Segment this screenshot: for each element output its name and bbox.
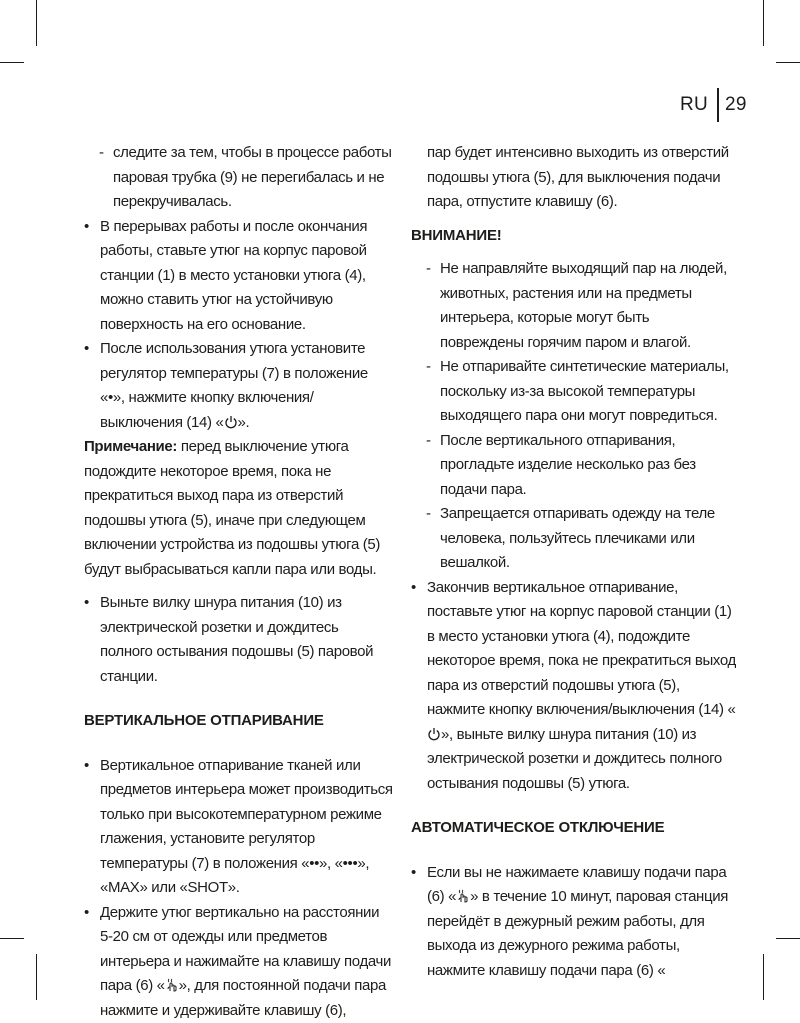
language-code: RU [680,94,717,116]
note-label: Примечание: [84,438,177,455]
note-paragraph: Примечание: перед выключение утюга подождите некоторое время, пока не прекратиться выход пара из отверстий подошвы утюга (5), иначе при следующем включении устройства из подошвы утюга (5) будут выбрасываться капли пара или воды. [84,435,394,582]
power-icon [224,415,238,429]
power-icon [427,727,441,741]
list-item: • Вертикальное отпаривание тканей или предметов интерьера может производиться только при высокотемпературном режиме глажения, установите регулятор температуры (7) в положения «••», «•••», «MAX» или «SHOT». [84,754,394,901]
list-item: • Выньте вилку шнура питания (10) из электрической розетки и дождитесь полного остывания подошвы (5) паровой станции. [84,591,394,689]
crop-mark [763,0,764,46]
crop-mark [0,938,24,939]
left-column [84,141,394,1023]
section-heading: АВТОМАТИЧЕСКОЕ ОТКЛЮЧЕНИЕ [411,816,736,841]
steam-hand-icon [456,889,470,903]
list-item: • Закончив вертикальное отпаривание, поставьте утюг на корпус паровой станции (1) в место установки утюга (4), подождите некоторое время, пока не прекратиться выход пара из отверстий подошвы утюга (5), нажмите кнопку включения/выключения (14) « », выньте вилку шнура питания (10) из электрической розетки и дождитесь полного остывания подошвы (5) утюга. [411,576,736,797]
crop-mark [776,62,800,63]
list-item: • Держите утюг вертикально на расстоянии 5-20 см от одежды или предметов интерьера и нажимайте на клавишу подачи пара (6) « », для постоянной подачи пара нажмите и удерживайте клавишу (6), [84,901,394,1023]
crop-mark [36,954,37,1000]
crop-mark [36,0,37,46]
section-heading: ВЕРТИКАЛЬНОЕ ОТПАРИВАНИЕ [84,709,394,734]
list-item: - Не отпаривайте синтетические материалы, поскольку из-за высокой температуры выходящего пара они могут повредиться. [411,355,736,429]
list-item: - Запрещается отпаривать одежду на теле человека, пользуйтесь плечиками или вешалкой. [411,502,736,576]
page-header [680,88,747,122]
continued-paragraph: пар будет интенсивно выходить из отверстий подошвы утюга (5), для выключения подачи пара, отпустите клавишу (6). [411,141,736,215]
list-item: - После вертикального отпаривания, прогладьте изделие несколько раз без подачи пара. [411,429,736,503]
crop-mark [0,62,24,63]
list-item: • После использования утюга установите регулятор температуры (7) в положение «•», нажмите кнопку включения/выключения (14) « ». [84,337,394,435]
steam-hand-icon [165,978,179,992]
header-divider [717,88,719,122]
list-item: • В перерывах работы и после окончания работы, ставьте утюг на корпус паровой станции (1) в место установки утюга (4), можно ставить утюг на устойчивую поверхность на его основание. [84,215,394,338]
crop-mark [776,938,800,939]
page-number: 29 [725,94,747,116]
crop-mark [763,954,764,1000]
right-column [411,141,736,983]
list-item: - Не направляйте выходящий пар на людей, животных, растения или на предметы интерьера, которые могут быть повреждены горячим паром и влагой. [411,257,736,355]
warning-heading: ВНИМАНИЕ! [411,224,736,249]
list-item: - следите за тем, чтобы в процессе работы паровая трубка (9) не перегибалась и не перекручивалась. [84,141,394,215]
list-item: • Если вы не нажимаете клавишу подачи пара (6) « » в течение 10 минут, паровая станция перейдёт в дежурный режим работы, для выхода из дежурного режима работы, нажмите клавишу подачи пара (6) « [411,861,736,984]
